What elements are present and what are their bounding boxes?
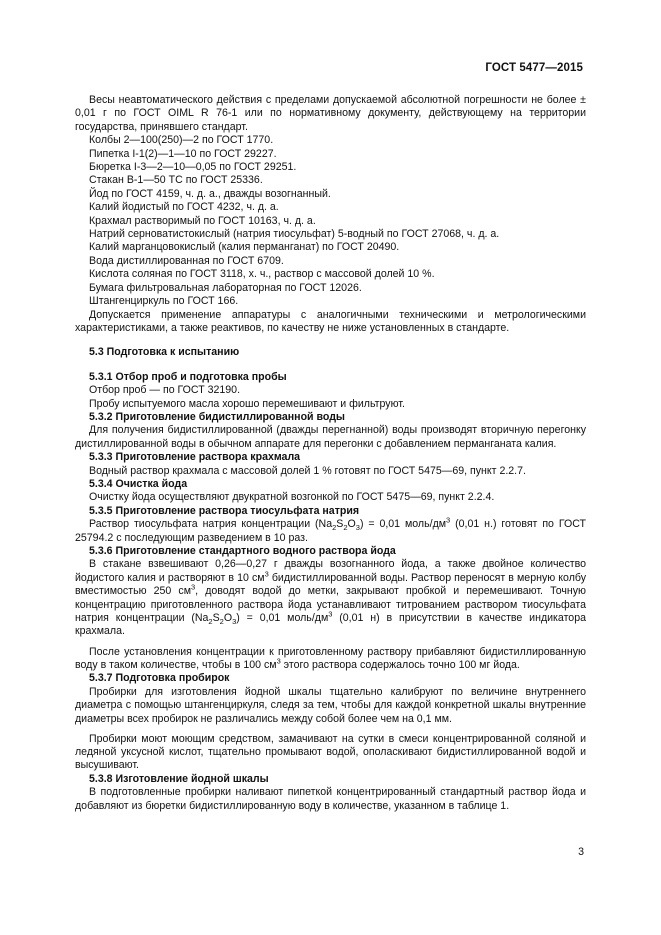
section-heading: 5.3.4 Очистка йода (89, 477, 188, 490)
text-run: В стакане взвешивают 0,26—0,27 г дважды возогнанного йода, а также двойное количество йодистого калия и растворяют в 10 см (75, 558, 586, 584)
paragraph: Калий марганцовокислый (калия перманганат) по ГОСТ 20490. (89, 241, 400, 254)
paragraph (75, 515, 586, 545)
text-run: После установления концентрации к приготовленному раствору прибавляют бидистиллированную воду в таком количестве, чтобы в 100 см (75, 645, 586, 671)
paragraph: Крахмал растворимый по ГОСТ 10163, ч. д. а. (89, 214, 316, 227)
paragraph: Очистку йода осуществляют двукратной возгонкой по ГОСТ 5475—69, пункт 2.2.4. (89, 491, 495, 504)
text-run: 2 (208, 617, 213, 627)
text-run: 3 (328, 609, 333, 619)
section-heading: 5.3.3 Приготовление раствора крахмала (89, 451, 301, 464)
section-heading: 5.3.8 Изготовление йодной шкалы (89, 772, 269, 785)
text-run: Раствор тиосульфата натрия концентрации (Na (89, 518, 333, 531)
text-run: S (212, 612, 220, 625)
paragraph: Вода дистиллированная по ГОСТ 6709. (89, 254, 284, 267)
paragraph: Водный раствор крахмала с массовой долей 1 % готовят по ГОСТ 5475—69, пункт 2.2.7. (89, 464, 526, 477)
paragraph (75, 558, 586, 638)
text-run: , доводят водой до метки, закрывают пробкой и перемешивают. Точную концентрацию приготовленного раствора йода устанавливают титрованием раствором тиосульфата натрия концентрации (Na (75, 585, 586, 625)
text-run: 3 (191, 582, 196, 592)
text-run: 2 (332, 523, 337, 533)
text-run: 2 (219, 617, 224, 627)
text-run: 2 (343, 523, 348, 533)
paragraph: Йод по ГОСТ 4159, ч. д. а., дважды возогнанный. (89, 187, 331, 200)
page-number: 3 (578, 846, 584, 858)
paragraph (75, 646, 586, 673)
paragraph: Пробирки моют моющим средством, замачивают на сутки в смеси концентрированной соляной и ледяной уксусной кислот, тщательно промывают водой, ополаскивают бидистиллированной водой и высушивают. (75, 732, 586, 772)
text-run: ) = 0,01 моль/дм (359, 518, 447, 531)
text-run: O (347, 518, 356, 531)
paragraph: Отбор проб — по ГОСТ 32190. (89, 384, 241, 397)
text-run: ) = 0,01 моль/дм (236, 612, 329, 625)
document-header: ГОСТ 5477—2015 (485, 62, 583, 74)
text-run: S (336, 518, 344, 531)
paragraph: Натрий серноватистокислый (натрия тиосульфат) 5-водный по ГОСТ 27068, ч. д. а. (89, 228, 500, 241)
section-heading: 5.3.5 Приготовление раствора тиосульфата натрия (89, 504, 360, 517)
paragraph: Весы неавтоматического действия с пределами допускаемой абсолютной погрешности не более ± 0,01 г по ГОСТ OIML R 76-1 или по нормативному документу, действующему на территории государства, принявшего стандарт. (75, 94, 586, 133)
paragraph: Бумага фильтровальная лабораторная по ГОСТ 12026. (89, 281, 362, 294)
text-run: 3 (276, 656, 281, 666)
paragraph: Бюретка I-3—2—10—0,05 по ГОСТ 29251. (89, 161, 297, 174)
paragraph: Допускается применение аппаратуры с аналогичными техническими и метрологическими характеристиками, а также реактивов, по качеству не ниже установленных в стандарте. (75, 308, 586, 334)
text-run: 3 (264, 569, 269, 579)
text-run: O (223, 612, 233, 625)
paragraph: Пробу испытуемого масла хорошо перемешивают и фильтруют. (89, 397, 405, 410)
text-run: этого раствора содержалось точно 100 мг йода. (280, 658, 520, 671)
paragraph: Пробирки для изготовления йодной шкалы тщательно калибруют по величине внутреннего диаметра с помощью штангенциркуля, следя за тем, чтобы для каждой конкретной шкалы внутренние диаметры всех пробирок не различались между собой более чем на 0,1 мм. (75, 685, 586, 725)
document-body (75, 94, 586, 813)
text-run: 3 (355, 523, 360, 533)
paragraph: Колбы 2—100(250)—2 по ГОСТ 1770. (89, 134, 274, 147)
paragraph: Пипетка I-1(2)—1—10 по ГОСТ 29227. (89, 147, 277, 160)
text-run: (0,01 н.) готовят по ГОСТ 25794.2 с последующим разведением в 10 раз. (75, 518, 586, 544)
paragraph: В подготовленные пробирки наливают пипеткой концентрированный стандартный раствор йода и добавляют из бюретки бидистиллированную воду в количестве, указанном в таблице 1. (75, 786, 586, 812)
paragraph: Для получения бидистиллированной (дважды перегнанной) воды производят вторичную перегонку дистиллированной воды в обычном аппарате для перегонки с добавлением перманганата калия. (75, 424, 586, 450)
text-run: (0,01 н) в присутствии в качестве индикатора крахмала. (75, 612, 586, 638)
section-heading: 5.3.6 Приготовление стандартного водного раствора йода (89, 545, 396, 557)
paragraph: Кислота соляная по ГОСТ 3118, х. ч., раствор с массовой долей 10 %. (89, 268, 435, 281)
paragraph: Штангенциркуль по ГОСТ 166. (89, 295, 239, 308)
section-heading: 5.3.1 Отбор проб и подготовка пробы (89, 370, 287, 383)
paragraph: Калий йодистый по ГОСТ 4232, ч. д. а. (89, 201, 279, 214)
section-heading: 5.3 Подготовка к испытанию (89, 346, 240, 359)
text-run: 3 (446, 515, 451, 525)
section-heading: 5.3.2 Приготовление бидистиллированной воды (89, 410, 345, 423)
section-heading: 5.3.7 Подготовка пробирок (89, 672, 230, 685)
text-run: 3 (232, 617, 237, 627)
paragraph: Стакан В-1—50 ТС по ГОСТ 25336. (89, 174, 263, 187)
text-run: бидистиллированной воды. Раствор переносят в мерную колбу вместимостью 250 см (75, 571, 587, 598)
